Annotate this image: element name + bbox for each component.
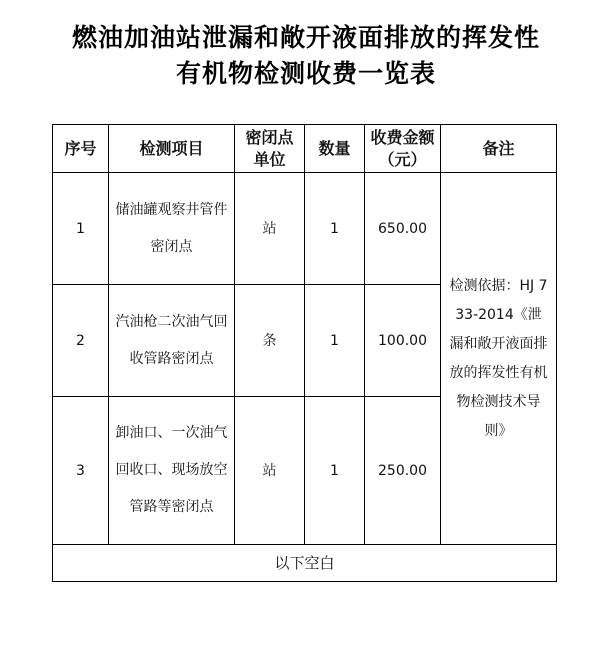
- blank-note: 以下空白: [53, 545, 557, 582]
- row-item: [109, 397, 235, 545]
- header-remark: 备注: [441, 125, 557, 173]
- fee-table: [52, 124, 557, 582]
- header-unit-label: 密闭点单位: [245, 127, 294, 169]
- row-seq: 2: [53, 285, 109, 397]
- document-title-line-1: 燃油加油站泄漏和敞开液面排放的挥发性: [71, 23, 540, 52]
- blank-note-row: [53, 545, 557, 582]
- header-unit: [235, 125, 305, 173]
- row-quantity: 1: [305, 173, 365, 285]
- table-header-row: [53, 125, 557, 173]
- remark-cell: [441, 173, 557, 545]
- row-item-text: 汽油枪二次油气回收管路密闭点: [115, 313, 228, 367]
- row-unit: 站: [235, 173, 305, 285]
- row-fee: 100.00: [365, 285, 441, 397]
- row-item-text: 卸油口、一次油气回收口、现场放空管路等密闭点: [115, 425, 228, 515]
- document-title-line-2: 有机物检测收费一览表: [175, 59, 436, 88]
- row-unit: 站: [235, 397, 305, 545]
- row-unit: 条: [235, 285, 305, 397]
- header-item: 检测项目: [109, 125, 235, 173]
- header-fee: [365, 125, 441, 173]
- table-row: [53, 173, 557, 285]
- row-item: [109, 285, 235, 397]
- header-fee-label: 收费金额（元）: [370, 127, 435, 169]
- header-seq: 序号: [53, 125, 109, 173]
- row-fee: 250.00: [365, 397, 441, 545]
- row-seq: 3: [53, 397, 109, 545]
- row-quantity: 1: [305, 285, 365, 397]
- remark-text: 检测依据：HJ 733-2014《泄漏和敞开液面排放的挥发性有机物检测技术导则》: [449, 277, 548, 439]
- row-quantity: 1: [305, 397, 365, 545]
- header-quantity: 数量: [305, 125, 365, 173]
- row-item-text: 储油罐观察井管件密闭点: [115, 201, 228, 255]
- row-item: [109, 173, 235, 285]
- row-seq: 1: [53, 173, 109, 285]
- row-fee: 650.00: [365, 173, 441, 285]
